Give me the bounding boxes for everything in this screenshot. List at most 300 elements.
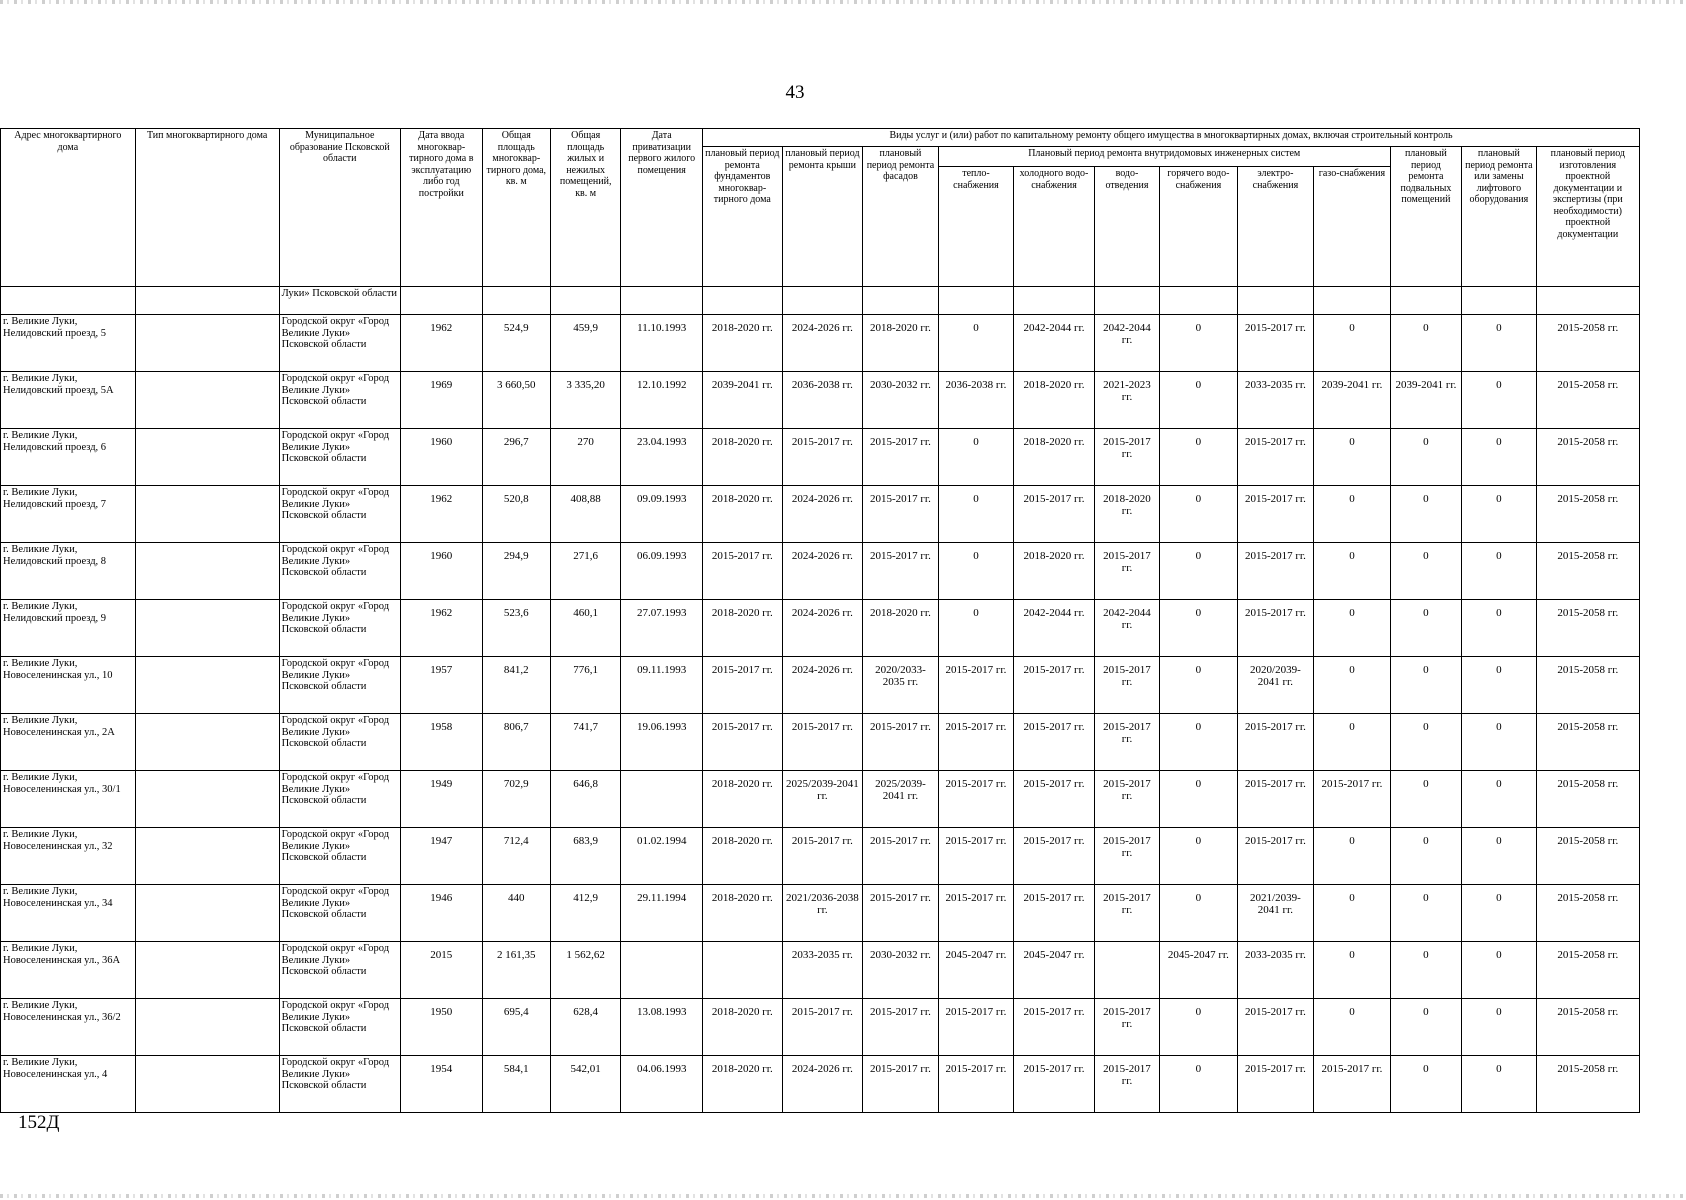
drainage-cell: 2015-2017 гг.: [1094, 543, 1159, 600]
facade-cell: 2015-2017 гг.: [863, 999, 939, 1056]
foundation-cell: 2015-2017 гг.: [703, 657, 783, 714]
hot-water-cell: 0: [1160, 1056, 1238, 1113]
living-area-cell: 628,4: [550, 999, 620, 1056]
drainage-cell: 2015-2017 гг.: [1094, 771, 1159, 828]
header-heating: тепло-снабжения: [938, 167, 1014, 287]
address-cell: г. Великие Луки, Новоселенинская ул., 36/2: [1, 999, 136, 1056]
gas-cell: 0: [1314, 543, 1391, 600]
electricity-cell: 2015-2017 гг.: [1237, 543, 1314, 600]
cold-water-cell: 2045-2047 гг.: [1014, 942, 1095, 999]
facade-cell: 2030-2032 гг.: [863, 372, 939, 429]
privatization-cell: [621, 942, 703, 999]
living-area-cell: 741,7: [550, 714, 620, 771]
municipality-cell: Городской округ «Город Великие Луки» Псковской области: [279, 1056, 400, 1113]
total-area-cell: 806,7: [482, 714, 550, 771]
roof-cell: 2015-2017 гг.: [782, 999, 863, 1056]
year-cell: 1947: [400, 828, 482, 885]
municipality-cell: Городской округ «Город Великие Луки» Псковской области: [279, 999, 400, 1056]
basement-cell: 0: [1390, 429, 1461, 486]
cold-water-cell: 2015-2017 гг.: [1014, 714, 1095, 771]
foundation-cell: 2018-2020 гг.: [703, 315, 783, 372]
header-design-docs: плановый период изготовления проектной документации и экспертизы (при необходимости) проектной документации: [1536, 147, 1639, 287]
basement-cell: 0: [1390, 771, 1461, 828]
hot-water-cell: 0: [1160, 315, 1238, 372]
gas-cell: 0: [1314, 885, 1391, 942]
electricity-cell: 2033-2035 гг.: [1237, 942, 1314, 999]
basement-cell: 0: [1390, 1056, 1461, 1113]
municipality-cell: Городской округ «Город Великие Луки» Псковской области: [279, 429, 400, 486]
header-systems-group: Плановый период ремонта внутридомовых инженерных систем: [938, 147, 1390, 167]
foundation-cell: 2015-2017 гг.: [703, 543, 783, 600]
elevator-cell: 0: [1462, 429, 1536, 486]
gas-cell: 0: [1314, 828, 1391, 885]
municipality-cell: Городской округ «Город Великие Луки» Псковской области: [279, 657, 400, 714]
electricity-cell: 2015-2017 гг.: [1237, 486, 1314, 543]
total-area-cell: 524,9: [482, 315, 550, 372]
foundation-cell: 2018-2020 гг.: [703, 600, 783, 657]
living-area-cell: 542,01: [550, 1056, 620, 1113]
roof-cell: 2025/2039-2041 гг.: [782, 771, 863, 828]
municipality-cell: Городской округ «Город Великие Луки» Псковской области: [279, 543, 400, 600]
year-cell: 1950: [400, 999, 482, 1056]
electricity-cell: 2015-2017 гг.: [1237, 771, 1314, 828]
municipality-cell: Городской округ «Город Великие Луки» Псковской области: [279, 942, 400, 999]
elevator-cell: 0: [1462, 999, 1536, 1056]
drainage-cell: 2015-2017 гг.: [1094, 1056, 1159, 1113]
design-cell: 2015-2058 гг.: [1536, 486, 1639, 543]
continuation-text: Луки» Псковской области: [279, 287, 400, 315]
year-cell: 1960: [400, 543, 482, 600]
facade-cell: 2015-2017 гг.: [863, 429, 939, 486]
cold-water-cell: 2015-2017 гг.: [1014, 657, 1095, 714]
privatization-cell: 09.11.1993: [621, 657, 703, 714]
foundation-cell: 2018-2020 гг.: [703, 885, 783, 942]
hot-water-cell: 0: [1160, 543, 1238, 600]
facade-cell: 2025/2039-2041 гг.: [863, 771, 939, 828]
total-area-cell: 695,4: [482, 999, 550, 1056]
privatization-cell: 19.06.1993: [621, 714, 703, 771]
elevator-cell: 0: [1462, 657, 1536, 714]
gas-cell: 0: [1314, 600, 1391, 657]
heating-cell: 2015-2017 гг.: [938, 828, 1014, 885]
total-area-cell: 584,1: [482, 1056, 550, 1113]
table-row: [1, 828, 1640, 885]
page-number: 43: [785, 82, 805, 103]
header-address: Адрес многоквартирного дома: [1, 129, 136, 287]
cold-water-cell: 2015-2017 гг.: [1014, 486, 1095, 543]
design-cell: 2015-2058 гг.: [1536, 657, 1639, 714]
table-row: [1, 486, 1640, 543]
living-area-cell: 408,88: [550, 486, 620, 543]
address-cell: г. Великие Луки, Нелидовский проезд, 9: [1, 600, 136, 657]
year-cell: 1957: [400, 657, 482, 714]
foundation-cell: 2018-2020 гг.: [703, 771, 783, 828]
header-total-area: Общая площадь многоквар-тирного дома, кв. м: [482, 129, 550, 287]
heating-cell: 2015-2017 гг.: [938, 885, 1014, 942]
total-area-cell: 296,7: [482, 429, 550, 486]
cold-water-cell: 2015-2017 гг.: [1014, 828, 1095, 885]
facade-cell: 2020/2033-2035 гг.: [863, 657, 939, 714]
foundation-cell: [703, 942, 783, 999]
heating-cell: 0: [938, 315, 1014, 372]
basement-cell: 0: [1390, 885, 1461, 942]
design-cell: 2015-2058 гг.: [1536, 315, 1639, 372]
municipality-cell: Городской округ «Город Великие Луки» Псковской области: [279, 771, 400, 828]
type-cell: [135, 429, 279, 486]
total-area-cell: 2 161,35: [482, 942, 550, 999]
heating-cell: 0: [938, 486, 1014, 543]
year-cell: 1969: [400, 372, 482, 429]
address-cell: г. Великие Луки, Новоселенинская ул., 2А: [1, 714, 136, 771]
type-cell: [135, 600, 279, 657]
header-foundation: плановый период ремонта фундаментов многоквар-тирного дома: [703, 147, 783, 287]
heating-cell: 2045-2047 гг.: [938, 942, 1014, 999]
type-cell: [135, 771, 279, 828]
electricity-cell: 2015-2017 гг.: [1237, 315, 1314, 372]
table-row: [1, 999, 1640, 1056]
table-row: [1, 600, 1640, 657]
type-cell: [135, 486, 279, 543]
year-cell: 1962: [400, 600, 482, 657]
foundation-cell: 2039-2041 гг.: [703, 372, 783, 429]
municipality-cell: Городской округ «Город Великие Луки» Псковской области: [279, 885, 400, 942]
roof-cell: 2024-2026 гг.: [782, 486, 863, 543]
elevator-cell: 0: [1462, 942, 1536, 999]
elevator-cell: 0: [1462, 828, 1536, 885]
municipality-cell: Городской округ «Город Великие Луки» Псковской области: [279, 714, 400, 771]
cold-water-cell: 2018-2020 гг.: [1014, 372, 1095, 429]
facade-cell: 2015-2017 гг.: [863, 1056, 939, 1113]
foundation-cell: 2015-2017 гг.: [703, 714, 783, 771]
heating-cell: 0: [938, 600, 1014, 657]
electricity-cell: 2015-2017 гг.: [1237, 600, 1314, 657]
elevator-cell: 0: [1462, 1056, 1536, 1113]
year-cell: 1962: [400, 315, 482, 372]
municipality-cell: Городской округ «Город Великие Луки» Псковской области: [279, 600, 400, 657]
address-cell: г. Великие Луки, Новоселенинская ул., 32: [1, 828, 136, 885]
design-cell: 2015-2058 гг.: [1536, 543, 1639, 600]
roof-cell: 2015-2017 гг.: [782, 429, 863, 486]
header-commission-date: Дата ввода многоквар-тирного дома в эксплуатацию либо год постройки: [400, 129, 482, 287]
design-cell: 2015-2058 гг.: [1536, 942, 1639, 999]
design-cell: 2015-2058 гг.: [1536, 999, 1639, 1056]
privatization-cell: 13.08.1993: [621, 999, 703, 1056]
design-cell: 2015-2058 гг.: [1536, 771, 1639, 828]
cold-water-cell: 2015-2017 гг.: [1014, 885, 1095, 942]
address-cell: г. Великие Луки, Новоселенинская ул., 10: [1, 657, 136, 714]
design-cell: 2015-2058 гг.: [1536, 828, 1639, 885]
total-area-cell: 702,9: [482, 771, 550, 828]
year-cell: 1954: [400, 1056, 482, 1113]
drainage-cell: 2015-2017 гг.: [1094, 885, 1159, 942]
year-cell: 1960: [400, 429, 482, 486]
elevator-cell: 0: [1462, 600, 1536, 657]
hot-water-cell: 0: [1160, 885, 1238, 942]
privatization-cell: 06.09.1993: [621, 543, 703, 600]
cold-water-cell: 2042-2044 гг.: [1014, 315, 1095, 372]
basement-cell: 0: [1390, 657, 1461, 714]
total-area-cell: 841,2: [482, 657, 550, 714]
header-privatization-date: Дата приватизации первого жилого помещения: [621, 129, 703, 287]
gas-cell: 0: [1314, 714, 1391, 771]
heating-cell: 2015-2017 гг.: [938, 657, 1014, 714]
basement-cell: 0: [1390, 543, 1461, 600]
gas-cell: 2039-2041 гг.: [1314, 372, 1391, 429]
gas-cell: 2015-2017 гг.: [1314, 1056, 1391, 1113]
heating-cell: 0: [938, 543, 1014, 600]
privatization-cell: 01.02.1994: [621, 828, 703, 885]
privatization-cell: 11.10.1993: [621, 315, 703, 372]
living-area-cell: 459,9: [550, 315, 620, 372]
hot-water-cell: 0: [1160, 657, 1238, 714]
cold-water-cell: 2042-2044 гг.: [1014, 600, 1095, 657]
electricity-cell: 2020/2039-2041 гг.: [1237, 657, 1314, 714]
elevator-cell: 0: [1462, 486, 1536, 543]
header-municipality: Муниципальное образование Псковской области: [279, 129, 400, 287]
address-cell: г. Великие Луки, Новоселенинская ул., 4: [1, 1056, 136, 1113]
living-area-cell: 460,1: [550, 600, 620, 657]
cold-water-cell: 2018-2020 гг.: [1014, 429, 1095, 486]
municipality-cell: Городской округ «Город Великие Луки» Псковской области: [279, 372, 400, 429]
address-cell: г. Великие Луки, Нелидовский проезд, 6: [1, 429, 136, 486]
drainage-cell: 2021-2023 гг.: [1094, 372, 1159, 429]
design-cell: 2015-2058 гг.: [1536, 429, 1639, 486]
cold-water-cell: 2015-2017 гг.: [1014, 771, 1095, 828]
heating-cell: 2015-2017 гг.: [938, 1056, 1014, 1113]
total-area-cell: 523,6: [482, 600, 550, 657]
heating-cell: 2015-2017 гг.: [938, 999, 1014, 1056]
table-row: [1, 657, 1640, 714]
table-row: [1, 429, 1640, 486]
hot-water-cell: 0: [1160, 429, 1238, 486]
elevator-cell: 0: [1462, 885, 1536, 942]
roof-cell: 2024-2026 гг.: [782, 315, 863, 372]
address-cell: г. Великие Луки, Новоселенинская ул., 34: [1, 885, 136, 942]
roof-cell: 2021/2036-2038 гг.: [782, 885, 863, 942]
roof-cell: 2015-2017 гг.: [782, 714, 863, 771]
drainage-cell: [1094, 942, 1159, 999]
cold-water-cell: 2018-2020 гг.: [1014, 543, 1095, 600]
facade-cell: 2015-2017 гг.: [863, 885, 939, 942]
heating-cell: 0: [938, 429, 1014, 486]
total-area-cell: 440: [482, 885, 550, 942]
type-cell: [135, 885, 279, 942]
header-drainage: водо-отведения: [1094, 167, 1159, 287]
privatization-cell: 09.09.1993: [621, 486, 703, 543]
foundation-cell: 2018-2020 гг.: [703, 999, 783, 1056]
design-cell: 2015-2058 гг.: [1536, 372, 1639, 429]
gas-cell: 0: [1314, 486, 1391, 543]
privatization-cell: 29.11.1994: [621, 885, 703, 942]
table-row: [1, 942, 1640, 999]
type-cell: [135, 372, 279, 429]
basement-cell: 0: [1390, 600, 1461, 657]
drainage-cell: 2015-2017 гг.: [1094, 714, 1159, 771]
drainage-cell: 2015-2017 гг.: [1094, 429, 1159, 486]
hot-water-cell: 0: [1160, 714, 1238, 771]
total-area-cell: 712,4: [482, 828, 550, 885]
table-row: [1, 1056, 1640, 1113]
living-area-cell: 683,9: [550, 828, 620, 885]
heating-cell: 2015-2017 гг.: [938, 771, 1014, 828]
living-area-cell: 271,6: [550, 543, 620, 600]
type-cell: [135, 999, 279, 1056]
elevator-cell: 0: [1462, 714, 1536, 771]
gas-cell: 0: [1314, 315, 1391, 372]
design-cell: 2015-2058 гг.: [1536, 714, 1639, 771]
scan-edge-top: [0, 0, 1686, 4]
elevator-cell: 0: [1462, 543, 1536, 600]
facade-cell: 2018-2020 гг.: [863, 600, 939, 657]
electricity-cell: 2015-2017 гг.: [1237, 429, 1314, 486]
living-area-cell: 776,1: [550, 657, 620, 714]
header-hot-water: горячего водо-снабжения: [1160, 167, 1238, 287]
hot-water-cell: 0: [1160, 828, 1238, 885]
facade-cell: 2015-2017 гг.: [863, 714, 939, 771]
hot-water-cell: 0: [1160, 372, 1238, 429]
privatization-cell: 23.04.1993: [621, 429, 703, 486]
header-facade: плановый период ремонта фасадов: [863, 147, 939, 287]
roof-cell: 2015-2017 гг.: [782, 828, 863, 885]
basement-cell: 0: [1390, 315, 1461, 372]
electricity-cell: 2033-2035 гг.: [1237, 372, 1314, 429]
header-row-1: [1, 129, 1640, 147]
facade-cell: 2015-2017 гг.: [863, 828, 939, 885]
electricity-cell: 2015-2017 гг.: [1237, 714, 1314, 771]
drainage-cell: 2015-2017 гг.: [1094, 999, 1159, 1056]
header-living-area: Общая площадь жилых и нежилых помещений, кв. м: [550, 129, 620, 287]
living-area-cell: 3 335,20: [550, 372, 620, 429]
facade-cell: 2015-2017 гг.: [863, 486, 939, 543]
elevator-cell: 0: [1462, 771, 1536, 828]
roof-cell: 2024-2026 гг.: [782, 1056, 863, 1113]
municipality-cell: Городской округ «Город Великие Луки» Псковской области: [279, 486, 400, 543]
year-cell: 1958: [400, 714, 482, 771]
address-cell: г. Великие Луки, Нелидовский проезд, 5: [1, 315, 136, 372]
continuation-row: [1, 287, 1640, 315]
header-gas: газо-снабжения: [1314, 167, 1391, 287]
electricity-cell: 2015-2017 гг.: [1237, 1056, 1314, 1113]
drainage-cell: 2015-2017 гг.: [1094, 828, 1159, 885]
total-area-cell: 520,8: [482, 486, 550, 543]
gas-cell: 0: [1314, 942, 1391, 999]
basement-cell: 0: [1390, 942, 1461, 999]
address-cell: г. Великие Луки, Новоселенинская ул., 30/1: [1, 771, 136, 828]
foundation-cell: 2018-2020 гг.: [703, 828, 783, 885]
gas-cell: 0: [1314, 999, 1391, 1056]
type-cell: [135, 543, 279, 600]
table-row: [1, 714, 1640, 771]
header-cold-water: холодного водо-снабжения: [1014, 167, 1095, 287]
total-area-cell: 3 660,50: [482, 372, 550, 429]
gas-cell: 2015-2017 гг.: [1314, 771, 1391, 828]
privatization-cell: 12.10.1992: [621, 372, 703, 429]
drainage-cell: 2042-2044 гг.: [1094, 315, 1159, 372]
header-electricity: электро-снабжения: [1237, 167, 1314, 287]
design-cell: 2015-2058 гг.: [1536, 1056, 1639, 1113]
electricity-cell: 2021/2039-2041 гг.: [1237, 885, 1314, 942]
design-cell: 2015-2058 гг.: [1536, 600, 1639, 657]
year-cell: 1949: [400, 771, 482, 828]
capital-repair-table: [0, 128, 1640, 1113]
header-type: Тип многоквартирного дома: [135, 129, 279, 287]
type-cell: [135, 1056, 279, 1113]
total-area-cell: 294,9: [482, 543, 550, 600]
basement-cell: 0: [1390, 486, 1461, 543]
elevator-cell: 0: [1462, 372, 1536, 429]
scan-edge-bottom: [0, 1194, 1686, 1198]
drainage-cell: 2042-2044 гг.: [1094, 600, 1159, 657]
facade-cell: 2018-2020 гг.: [863, 315, 939, 372]
roof-cell: 2024-2026 гг.: [782, 543, 863, 600]
table-row: [1, 543, 1640, 600]
hot-water-cell: 0: [1160, 771, 1238, 828]
type-cell: [135, 315, 279, 372]
electricity-cell: 2015-2017 гг.: [1237, 828, 1314, 885]
municipality-cell: Городской округ «Город Великие Луки» Псковской области: [279, 315, 400, 372]
municipality-cell: Городской округ «Город Великие Луки» Псковской области: [279, 828, 400, 885]
roof-cell: 2033-2035 гг.: [782, 942, 863, 999]
table-row: [1, 771, 1640, 828]
living-area-cell: 270: [550, 429, 620, 486]
header-roof: плановый период ремонта крыши: [782, 147, 863, 287]
basement-cell: 2039-2041 гг.: [1390, 372, 1461, 429]
address-cell: г. Великие Луки, Новоселенинская ул., 36А: [1, 942, 136, 999]
basement-cell: 0: [1390, 999, 1461, 1056]
table-row: [1, 885, 1640, 942]
living-area-cell: 412,9: [550, 885, 620, 942]
privatization-cell: [621, 771, 703, 828]
hot-water-cell: 0: [1160, 999, 1238, 1056]
facade-cell: 2030-2032 гг.: [863, 942, 939, 999]
heating-cell: 2015-2017 гг.: [938, 714, 1014, 771]
electricity-cell: 2015-2017 гг.: [1237, 999, 1314, 1056]
living-area-cell: 646,8: [550, 771, 620, 828]
roof-cell: 2036-2038 гг.: [782, 372, 863, 429]
table-row: [1, 372, 1640, 429]
facade-cell: 2015-2017 гг.: [863, 543, 939, 600]
header-works-group: Виды услуг и (или) работ по капитальному ремонту общего имущества в многоквартирных домах, включая строительный контроль: [703, 129, 1640, 147]
year-cell: 1946: [400, 885, 482, 942]
roof-cell: 2024-2026 гг.: [782, 600, 863, 657]
header-elevator: плановый период ремонта или замены лифтового оборудования: [1462, 147, 1536, 287]
elevator-cell: 0: [1462, 315, 1536, 372]
gas-cell: 0: [1314, 657, 1391, 714]
gas-cell: 0: [1314, 429, 1391, 486]
hot-water-cell: 0: [1160, 486, 1238, 543]
privatization-cell: 04.06.1993: [621, 1056, 703, 1113]
type-cell: [135, 828, 279, 885]
hot-water-cell: 0: [1160, 600, 1238, 657]
privatization-cell: 27.07.1993: [621, 600, 703, 657]
drainage-cell: 2015-2017 гг.: [1094, 657, 1159, 714]
cold-water-cell: 2015-2017 гг.: [1014, 1056, 1095, 1113]
type-cell: [135, 657, 279, 714]
address-cell: г. Великие Луки, Нелидовский проезд, 7: [1, 486, 136, 543]
living-area-cell: 1 562,62: [550, 942, 620, 999]
table-body: [1, 287, 1640, 1113]
foundation-cell: 2018-2020 гг.: [703, 1056, 783, 1113]
cold-water-cell: 2015-2017 гг.: [1014, 999, 1095, 1056]
type-cell: [135, 714, 279, 771]
document-code: 152Д: [18, 1112, 60, 1133]
year-cell: 1962: [400, 486, 482, 543]
roof-cell: 2024-2026 гг.: [782, 657, 863, 714]
type-cell: [135, 942, 279, 999]
hot-water-cell: 2045-2047 гг.: [1160, 942, 1238, 999]
foundation-cell: 2018-2020 гг.: [703, 486, 783, 543]
address-cell: г. Великие Луки, Нелидовский проезд, 5А: [1, 372, 136, 429]
